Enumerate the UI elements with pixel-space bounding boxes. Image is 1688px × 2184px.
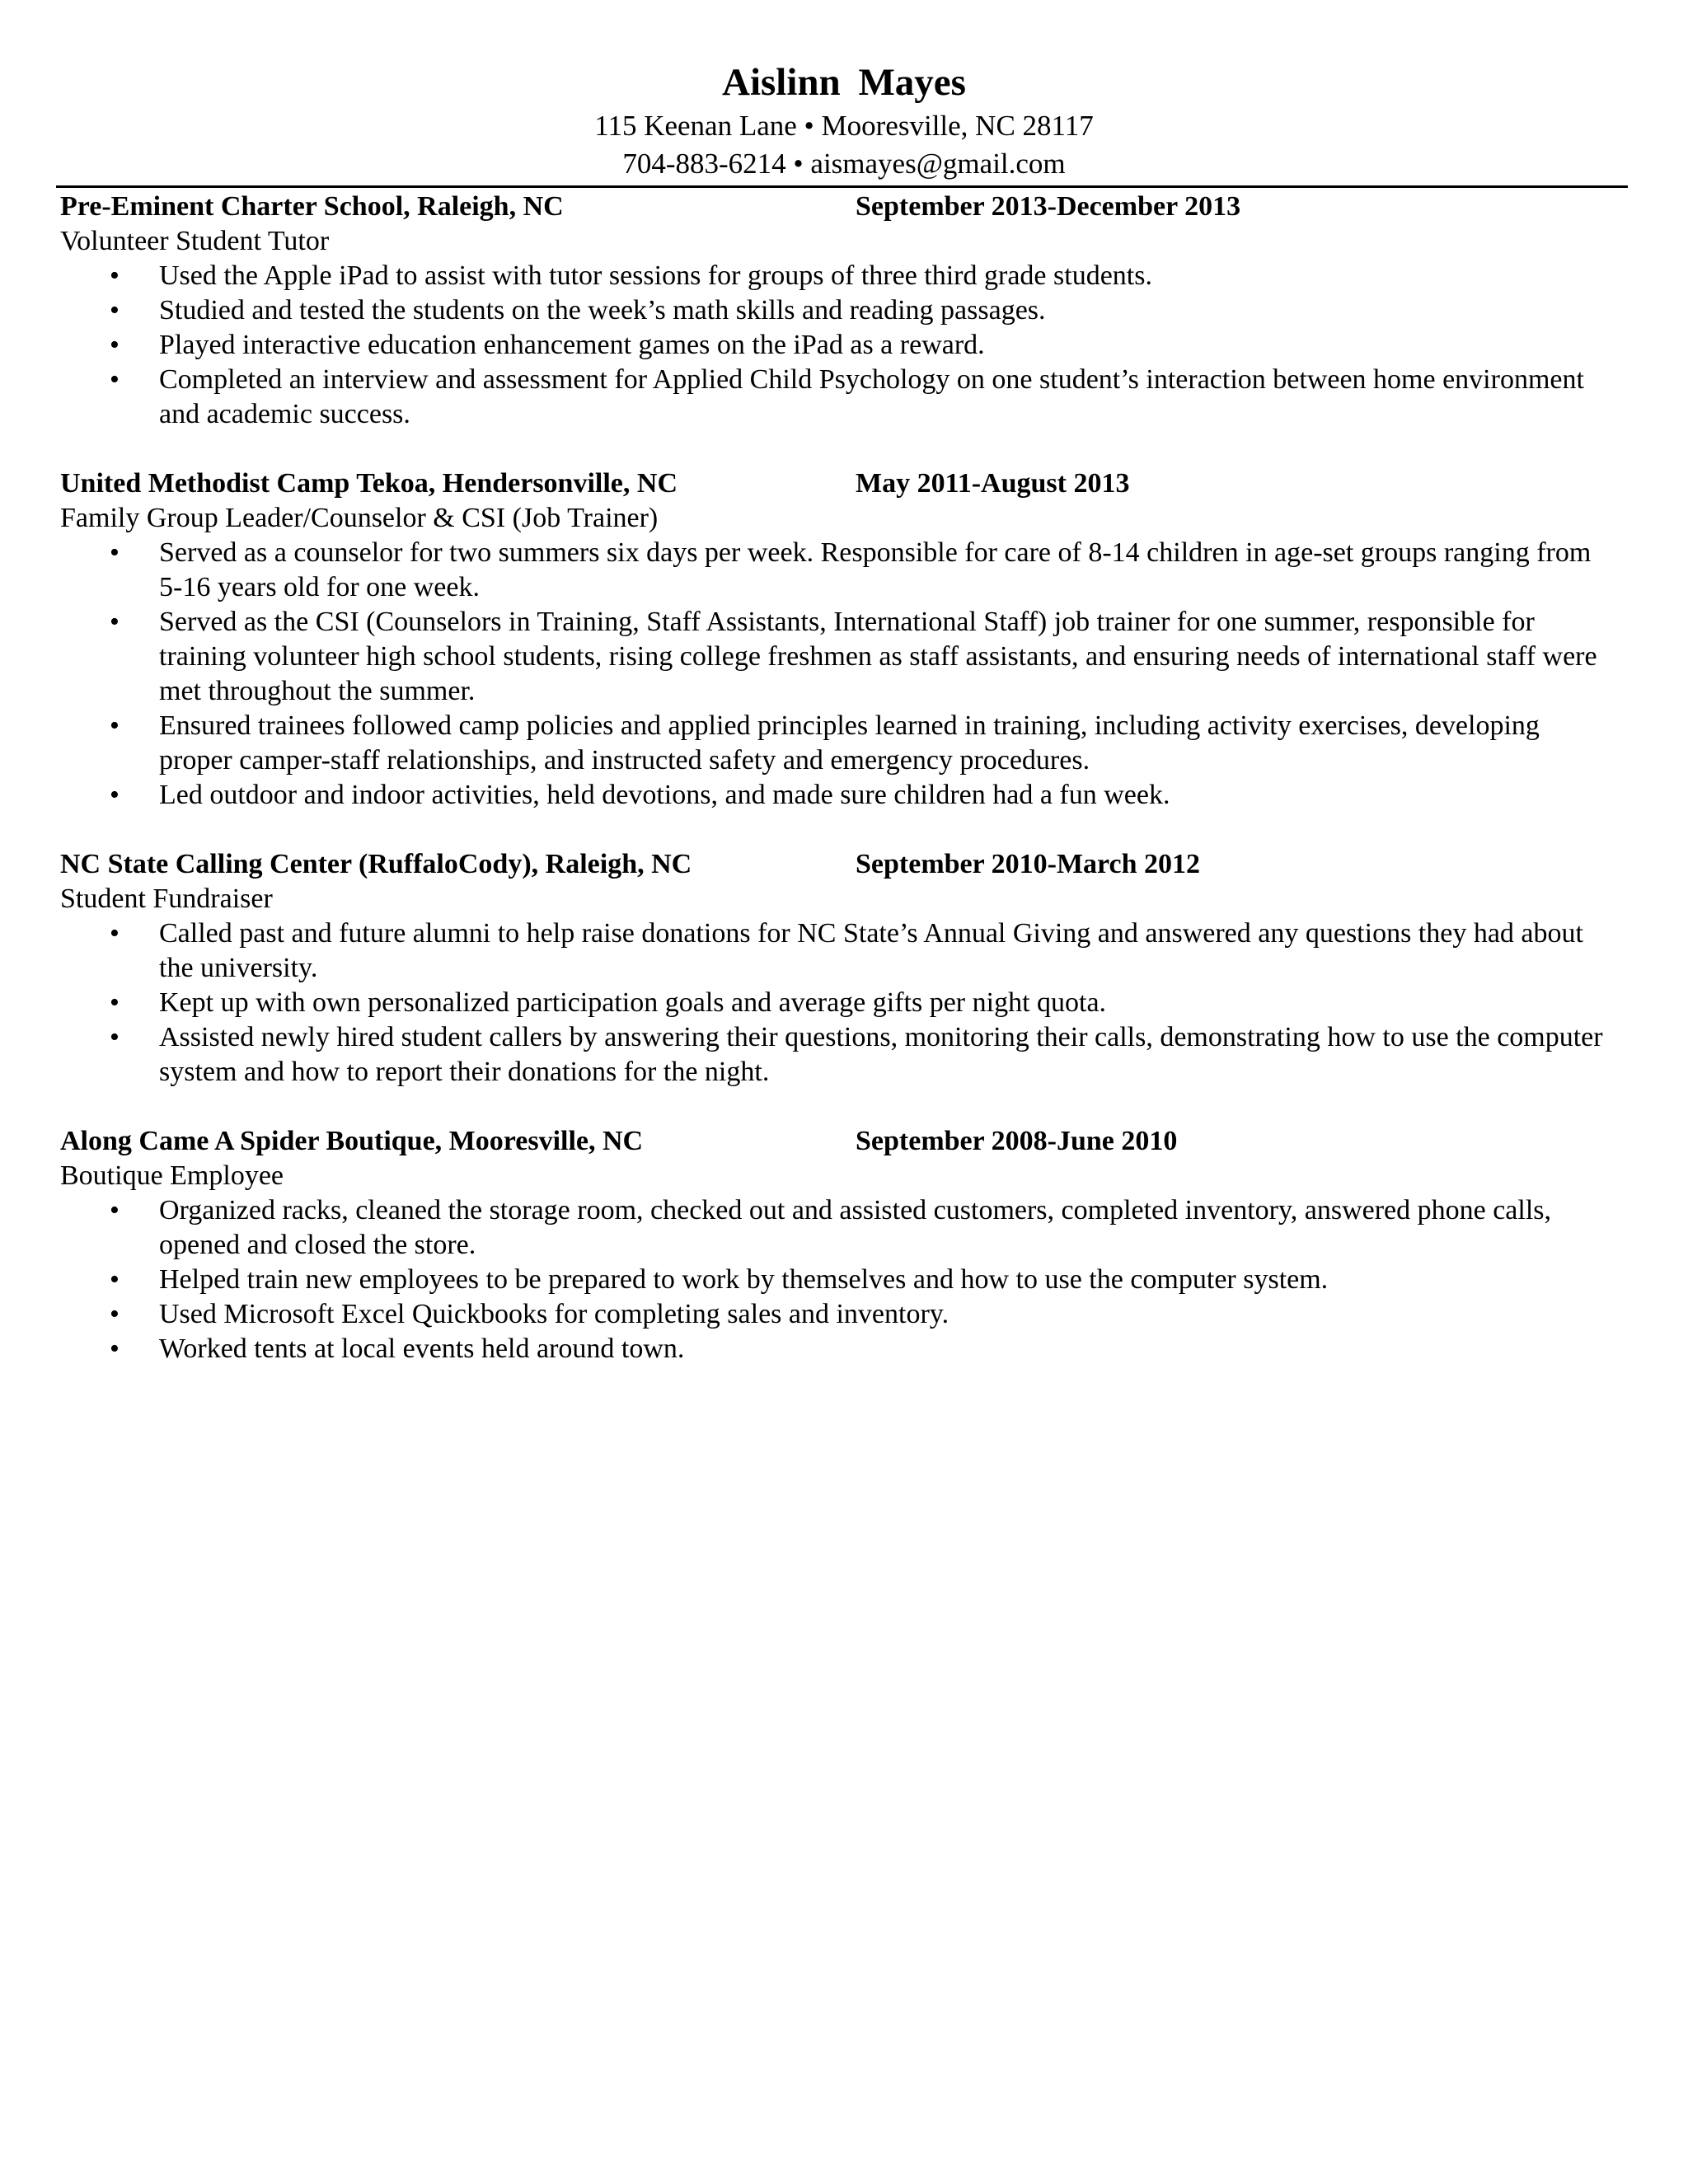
job-bullet-text: Led outdoor and indoor activities, held devotions, and made sure children had a fun week. [159, 780, 1170, 810]
job-bullet-text: Used the Apple iPad to assist with tutor sessions for groups of three third grade students. [159, 260, 1152, 291]
job-dates: September 2013-December 2013 [856, 191, 1241, 222]
job-bullet-text: Played interactive education enhancement games on the iPad as a reward. [159, 330, 985, 360]
header-divider [56, 185, 1628, 188]
job-employer: United Methodist Camp Tekoa, Hendersonville, NC [60, 468, 678, 499]
job-bullet-text: Served as the CSI (Counselors in Training, Staff Assistants, International Staff) job trainer for one summer, responsible for training volunteer high school students, rising college freshmen as staff assistants, and ensuring needs of international staff were met throughout the summer. [159, 607, 1597, 706]
job-bullet [60, 328, 1618, 363]
job-heading [60, 466, 1618, 501]
bullet-icon: • [110, 918, 120, 949]
job-bullet [60, 293, 1618, 328]
phone-email-line: 704-883-6214 • aismayes@gmail.com [622, 148, 1066, 180]
bullet-icon: • [110, 330, 120, 360]
job-heading [60, 1124, 1618, 1159]
job-bullet-text: Kept up with own personalized participation goals and average gifts per night quota. [159, 987, 1107, 1018]
bullet-icon: • [110, 537, 120, 568]
job-bullet-text: Assisted newly hired student callers by answering their questions, monitoring their calls, demonstrating how to use the computer system and how to report their donations for the night. [159, 1022, 1603, 1087]
job-bullet [60, 1332, 1618, 1366]
job-bullet-text: Served as a counselor for two summers six days per week. Responsible for care of 8-14 children in age-set groups ranging from 5-16 years old for one week. [159, 537, 1592, 602]
job-bullet-list [60, 536, 1618, 813]
job-title: Volunteer Student Tutor [60, 226, 330, 256]
job-employer: Along Came A Spider Boutique, Mooresville, NC [60, 1126, 644, 1156]
bullet-icon: • [110, 710, 120, 741]
job-bullet [60, 1263, 1618, 1297]
job-heading [60, 847, 1618, 882]
bullet-icon: • [110, 1264, 120, 1295]
job-bullet [60, 1020, 1618, 1090]
job-bullet [60, 1297, 1618, 1332]
job-title: Family Group Leader/Counselor & CSI (Job Trainer) [60, 503, 659, 533]
experience-section [60, 190, 1618, 1401]
bullet-icon: • [110, 607, 120, 637]
job-title: Student Fundraiser [60, 883, 273, 914]
job-bullet [60, 916, 1618, 986]
job-entry [60, 466, 1618, 813]
job-bullet-text: Completed an interview and assessment for Applied Child Psychology on one student’s interaction between home environment and academic success. [159, 364, 1584, 429]
bullet-icon: • [110, 1022, 120, 1052]
job-dates: September 2010-March 2012 [856, 849, 1201, 879]
job-bullet-text: Studied and tested the students on the week’s math skills and reading passages. [159, 295, 1046, 326]
job-heading [60, 190, 1618, 224]
job-title: Boutique Employee [60, 1160, 284, 1191]
job-bullet-list [60, 916, 1618, 1090]
job-bullet [60, 259, 1618, 293]
job-bullet [60, 986, 1618, 1020]
job-bullet [60, 363, 1618, 432]
job-employer: Pre-Eminent Charter School, Raleigh, NC [60, 191, 564, 222]
job-bullet [60, 536, 1618, 605]
job-bullet-text: Ensured trainees followed camp policies and applied principles learned in training, including activity exercises, developing proper camper-staff relationships, and instructed safety and emergency procedures. [159, 710, 1540, 776]
job-entry [60, 847, 1618, 1090]
job-bullet-list [60, 1193, 1618, 1366]
bullet-icon: • [110, 987, 120, 1018]
job-bullet [60, 605, 1618, 709]
bullet-icon: • [110, 1299, 120, 1329]
resume-header [0, 58, 1688, 183]
job-bullet [60, 778, 1618, 813]
job-entry [60, 190, 1618, 432]
job-bullet-text: Worked tents at local events held around town. [159, 1333, 685, 1364]
applicant-name: Aislinn Mayes [722, 61, 966, 104]
job-bullet-list [60, 259, 1618, 432]
bullet-icon: • [110, 1333, 120, 1364]
bullet-icon: • [110, 1195, 120, 1226]
job-dates: September 2008-June 2010 [856, 1126, 1178, 1156]
bullet-icon: • [110, 780, 120, 810]
job-dates: May 2011-August 2013 [856, 468, 1130, 499]
bullet-icon: • [110, 260, 120, 291]
address-line: 115 Keenan Lane • Mooresville, NC 28117 [594, 110, 1094, 142]
bullet-icon: • [110, 295, 120, 326]
job-bullet [60, 1193, 1618, 1263]
job-bullet [60, 709, 1618, 778]
bullet-icon: • [110, 364, 120, 395]
job-entry [60, 1124, 1618, 1366]
job-bullet-text: Called past and future alumni to help raise donations for NC State’s Annual Giving and answered any questions they had about the university. [159, 918, 1583, 983]
job-employer: NC State Calling Center (RuffaloCody), Raleigh, NC [60, 849, 692, 879]
job-bullet-text: Helped train new employees to be prepared to work by themselves and how to use the computer system. [159, 1264, 1329, 1295]
job-bullet-text: Organized racks, cleaned the storage room, checked out and assisted customers, completed inventory, answered phone calls, opened and closed the store. [159, 1195, 1552, 1260]
job-bullet-text: Used Microsoft Excel Quickbooks for completing sales and inventory. [159, 1299, 950, 1329]
